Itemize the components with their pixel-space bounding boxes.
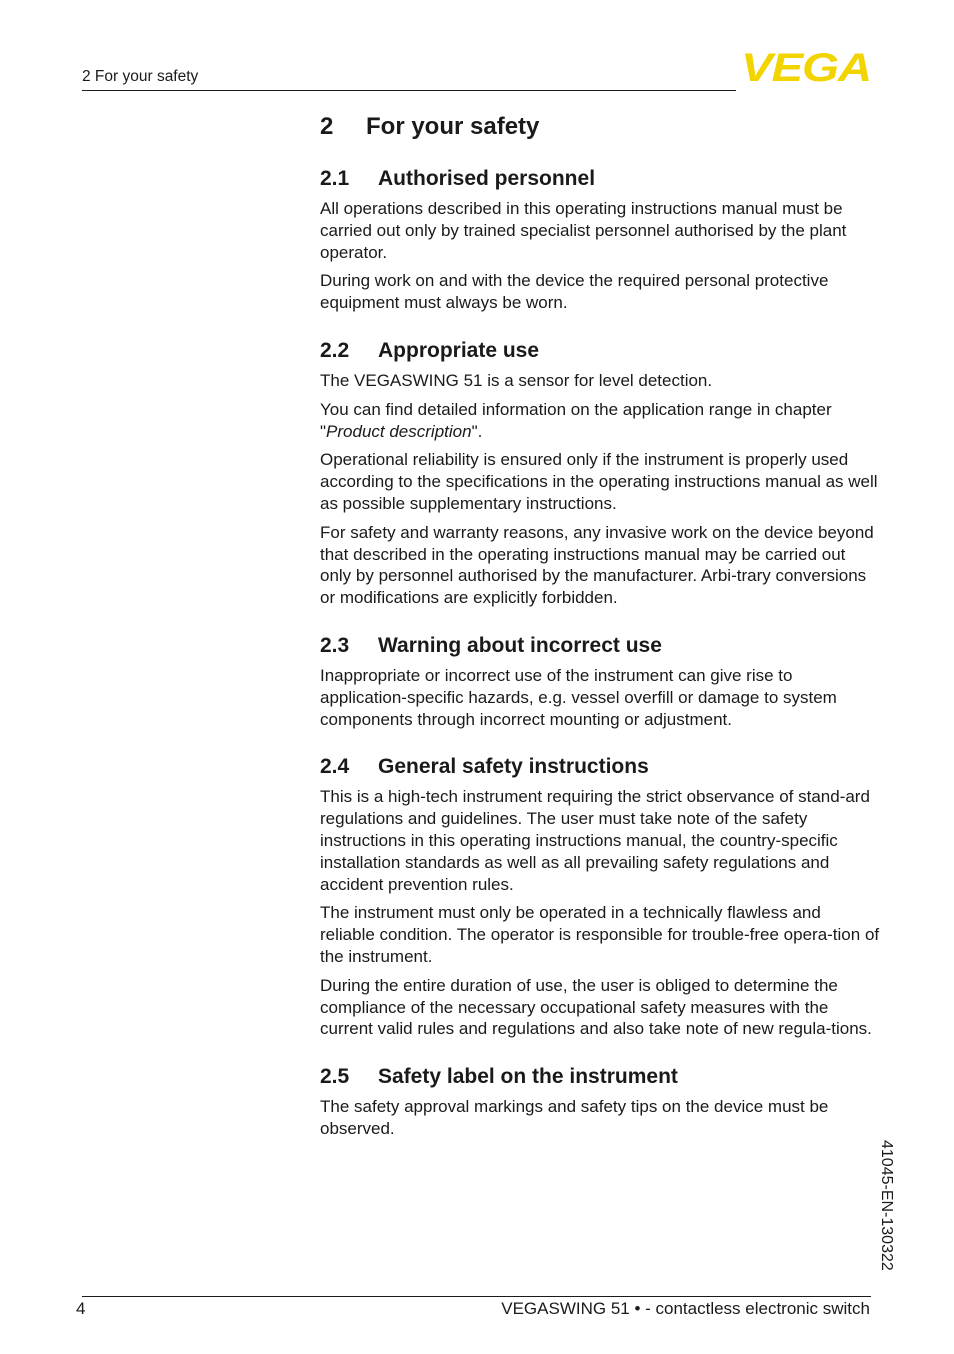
- paragraph: The instrument must only be operated in a technically flawless and reliable condition. The operator is responsible for trouble-free opera-tion of the instrument.: [320, 903, 880, 966]
- section-authorised-personnel: [320, 166, 880, 314]
- reference-text-after: ".: [471, 421, 483, 441]
- section-title: General safety instructions: [378, 755, 649, 779]
- section-heading: [320, 633, 880, 659]
- paragraph: The VEGASWING 51 is a sensor for level detection.: [320, 370, 713, 390]
- vega-logo: [740, 50, 872, 84]
- section-heading: [320, 338, 880, 364]
- chapter-heading: [320, 112, 880, 142]
- paragraph: During the entire duration of use, the user is obliged to determine the compliance of the necessary occupational safety measures with the current valid rules and regulations and also take note of new regula-tions.: [320, 975, 872, 1039]
- section-appropriate-use: [320, 338, 880, 609]
- section-heading: [320, 1064, 880, 1090]
- section-heading: [320, 166, 880, 192]
- section-warning-incorrect-use: [320, 633, 880, 730]
- document-code: 41045-EN-130322: [878, 1140, 895, 1271]
- chapter-number: 2: [320, 113, 334, 140]
- footer-doc-title: VEGASWING 51 • - contactless electronic switch: [501, 1299, 870, 1318]
- chapter-title: For your safety: [366, 113, 540, 140]
- section-number: 2.5: [320, 1065, 350, 1089]
- paragraph: All operations described in this operating instructions manual must be carried out only by trained specialist personnel authorised by the plant operator.: [320, 199, 847, 262]
- section-title: Safety label on the instrument: [378, 1065, 678, 1089]
- section-safety-label: [320, 1064, 880, 1140]
- running-title: 2 For your safety: [82, 68, 199, 85]
- page-number: 4: [76, 1299, 86, 1318]
- section-title: Authorised personnel: [378, 167, 596, 190]
- paragraph: This is a high-tech instrument requiring the strict observance of stand-ard regulations and guidelines. The user must take note of the safety instructions in this operating instructions manual, the country-specific installation standards as well as all prevailing safety regulations and accident prevention rules.: [320, 787, 870, 894]
- header-rule: [82, 90, 736, 91]
- section-title: Appropriate use: [378, 338, 540, 362]
- paragraph: For safety and warranty reasons, any invasive work on the device beyond that described in the operating instructions manual may be carried out only by personnel authorised by the manufacturer. Arbi-trary conversions or modifications are explicitly forbidden.: [320, 522, 874, 608]
- svg-text:VEGA: VEGA: [741, 50, 871, 84]
- section-number: 2.1: [320, 167, 350, 190]
- section-number: 2.3: [320, 633, 350, 657]
- section-heading: [320, 754, 880, 780]
- footer-rule: [82, 1296, 871, 1297]
- paragraph: Operational reliability is ensured only if the instrument is properly used according to the specifications in the operating instructions manual as well as possible supplementary instructions.: [320, 450, 878, 513]
- paragraph: The safety approval markings and safety tips on the device must be observed.: [320, 1097, 829, 1138]
- paragraph: Inappropriate or incorrect use of the instrument can give rise to application-specific hazards, e.g. vessel overfill or damage to system components through incorrect mounting or adjustment.: [320, 665, 837, 729]
- paragraph-chapter-reference: [320, 399, 880, 443]
- section-title: Warning about incorrect use: [378, 633, 662, 657]
- section-number: 2.4: [320, 755, 350, 779]
- reference-text-before: You can find detailed information on the application range in chapter ": [320, 399, 832, 441]
- section-number: 2.2: [320, 338, 350, 362]
- paragraph: During work on and with the device the required personal protective equipment must always be worn.: [320, 271, 829, 313]
- chapter-reference: Product description: [326, 421, 472, 441]
- page-content: [320, 112, 880, 1164]
- section-general-safety-instructions: [320, 754, 880, 1040]
